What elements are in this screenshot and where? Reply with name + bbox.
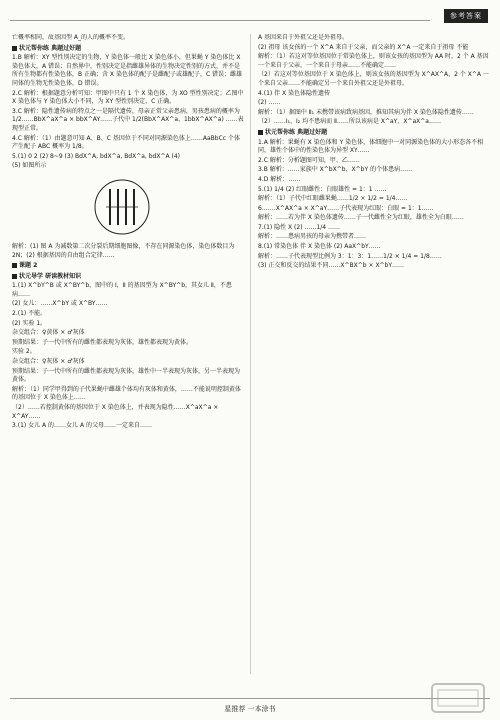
answer-paragraph: 2.C 解析：根据题意分析可知：甲图中只有 1 个 X 染色体，为 XO 型性别决定；乙图中 X 染色体与 Y 染色体大小不同，为 XY 型性别决定，C 正确。 [12,89,244,106]
answer-paragraph: 4.D 解析：…… [258,175,301,183]
answer-paragraph: (2) …… [258,99,281,107]
answer-paragraph: (3) 正交和反交的结果不同……X^BX^b × X^bY…… [258,262,405,270]
header-rule [10,20,430,21]
answer-paragraph: 8.(1) 常染色体 伴 X 染色体 (2) AaX^bY…… [258,243,381,251]
section-heading: 状元帮你练 典题过好题 [258,129,490,138]
answer-paragraph: 5.(1) 0 2 (2) 8~9 (3) BdX^A, bdX^a, BdX^a, bdX^A (4) [12,152,181,160]
section-heading: 状元导学 研读教材知识 [12,273,244,282]
answer-paragraph: 1.B 解析：XY 型性别决定的生物，Y 染色体一般比 X 染色体小，但果蝇 Y 染色体比 X 染色体大，A 错误；自然界中，性别决定是指雌雄异体的生物决定性别的方式，并不是所有生物都有性染色体，B 正确；含 X 染色体的配子是雌配子或雄配子，C 错误；雌雄同体的生物无性染色体，D 错误。 [12,54,243,87]
answer-paragraph: 1.(1) X^bY^B 或 X^BY^b，图中的 I，Ⅱ 的基因型为 X^BY^b，其女儿 Ⅱ，不患病…… [12,282,232,298]
answer-paragraph: 6.……X^AX^a × X^aY……子代表现为红眼：白眼 = 1：1…… [258,204,434,212]
answer-paragraph: 亡概率相同，故基因型 A_的人的概率不变。 [12,34,130,41]
answer-paragraph: (2) 祖母 该女孩的一个 X^A 来自于父亲，而父亲的 X^A 一定来自于祖母 不能 [258,43,469,51]
section-tag: 参考答案 [444,9,488,23]
answer-paragraph: 3.B 解析：……家族中 X^bX^b、X^bY 的个体患病…… [258,166,413,174]
right-column [258,34,490,674]
answer-paragraph: 解析：……子代表现型比例为 3：1：3：1……1/2 × 1/4 = 1/8…… [258,252,442,260]
answer-paragraph: 解析：……若为伴 X 染色体遗传……子一代雌性全为红眼，雄性全为白眼…… [258,214,464,222]
answer-paragraph: 解析：……患病男孩的母亲为携带者…… [258,233,367,241]
answer-paragraph: (2) 女儿：……X^bY 或 X^BY…… [12,300,108,308]
answer-paragraph: 解析：（1）据图中 Ⅱ₁ 未携带该病致病基因，推知其病为伴 X 染色体隐性遗传…… [258,108,474,116]
answer-paragraph: 解析：(1) 图 A 为减数第二次分裂后期细胞图像，不存在同源染色体，染色体数目为 2N；(2) 根据基因的自由组合定律…… [12,242,235,259]
footer-rule [10,698,490,699]
answer-paragraph: (2) 实验 1。 [12,319,47,327]
answer-paragraph: （2）……I₁、I₂ 均不患病而 Ⅱ……所以该病是 X^aY、X^aX^a…… [258,118,441,126]
footer-brand: 星推荐 一本涂书 [224,705,276,713]
answer-paragraph: 4.C 解析：（1）由题意可知 A、B、C 基因位于不同对同源染色体上……AaBbCc 个体产生配子 ABC 概率为 1/8。 [12,134,240,151]
answer-paragraph: 1.A 解析：果蝇有 X 染色体和 Y 染色体，体细胞中一对同源染色体的大小形态各不相同，雄性个体中的性染色体为异型 XY…… [258,138,484,155]
answer-paragraph: 3.C 解析：隐性遗传病的特点之一是隔代遗传，母亲正常父亲患病，男孩患病的概率为 1/2……BbX^aX^a × bbX^AY……子代中 1/2(BbX^AX^a、1bbX^AX^a) ……表现型正常。 [12,107,244,132]
answer-paragraph: 2.C 解析：分析题图可知，甲、乙…… [258,156,360,164]
answer-paragraph: 杂交组合：♀灰体 × ♂灰体 [12,358,85,366]
answer-paragraph: 2.(1) 不能。 [12,310,47,318]
section-heading: 状元帮你练 典题过好题 [12,45,244,54]
answer-paragraph: 预期结果：子一代中所有的雌性都表现为灰体，雄性中一半表现为灰体，另一半表现为黄体。 [12,367,241,384]
page-header [0,0,500,28]
chromosome-diagram [92,177,152,237]
answer-paragraph: （2）若这对等位基因位于 X 染色体上，则该女孩的基因型为 X^AX^A，2 个 X^A 一个来自父亲……不能确定另一个来自外祖父还是外祖母。 [258,71,489,87]
answer-paragraph: 实验 2。 [12,348,36,356]
answer-paragraph: （2）……若控制黄体的基因位于 X 染色体上，并表现为隐性……X^aX^a × X^AY…… [12,404,219,420]
answer-paragraph: 杂交组合：♀黄体 × ♂灰体 [12,329,85,337]
section-heading: 课题 2 [12,262,244,271]
left-column [12,34,244,674]
answer-paragraph: 解析：（1）若这对等位基因位于常染色体上，则该女孩的基因型为 AA 时，2 个 A 基因一个来自于父亲，一个来自于母亲……不能确定…… [258,53,489,69]
column-separator [250,34,251,674]
answer-paragraph: 3.(1) 女儿 A 的……女儿 A 的父母……一定来自…… [12,422,152,430]
answer-paragraph: 4.(1) 伴 X 染色体隐性遗传 [258,89,331,97]
answer-paragraph: 5.(1) 1/4 (2) 红眼雌性：白眼雄性 = 1：1 …… [258,185,387,193]
answer-paragraph: 解析：（1）子代中红眼雌果蝇……1/2 × 1/2 = 1/4…… [258,195,408,203]
page-footer [0,698,500,720]
answer-paragraph: 7.(1) 隐性 X (2) ……1/4 …… [258,223,341,231]
answer-paragraph: A 基因来自于外祖父还是外祖母。 [258,34,349,41]
answer-paragraph: 预期结果：子一代中所有的雌性都表现为灰体，雄性都表现为黄体。 [12,338,193,346]
answer-paragraph: 解析：（1）同学甲得到的子代果蝇中雌雄个体均有灰体和黄体，……不能说明控制黄体的基因位于 X 染色体上…… [12,385,241,402]
answer-paragraph: (5) 如图所示 [12,162,47,170]
